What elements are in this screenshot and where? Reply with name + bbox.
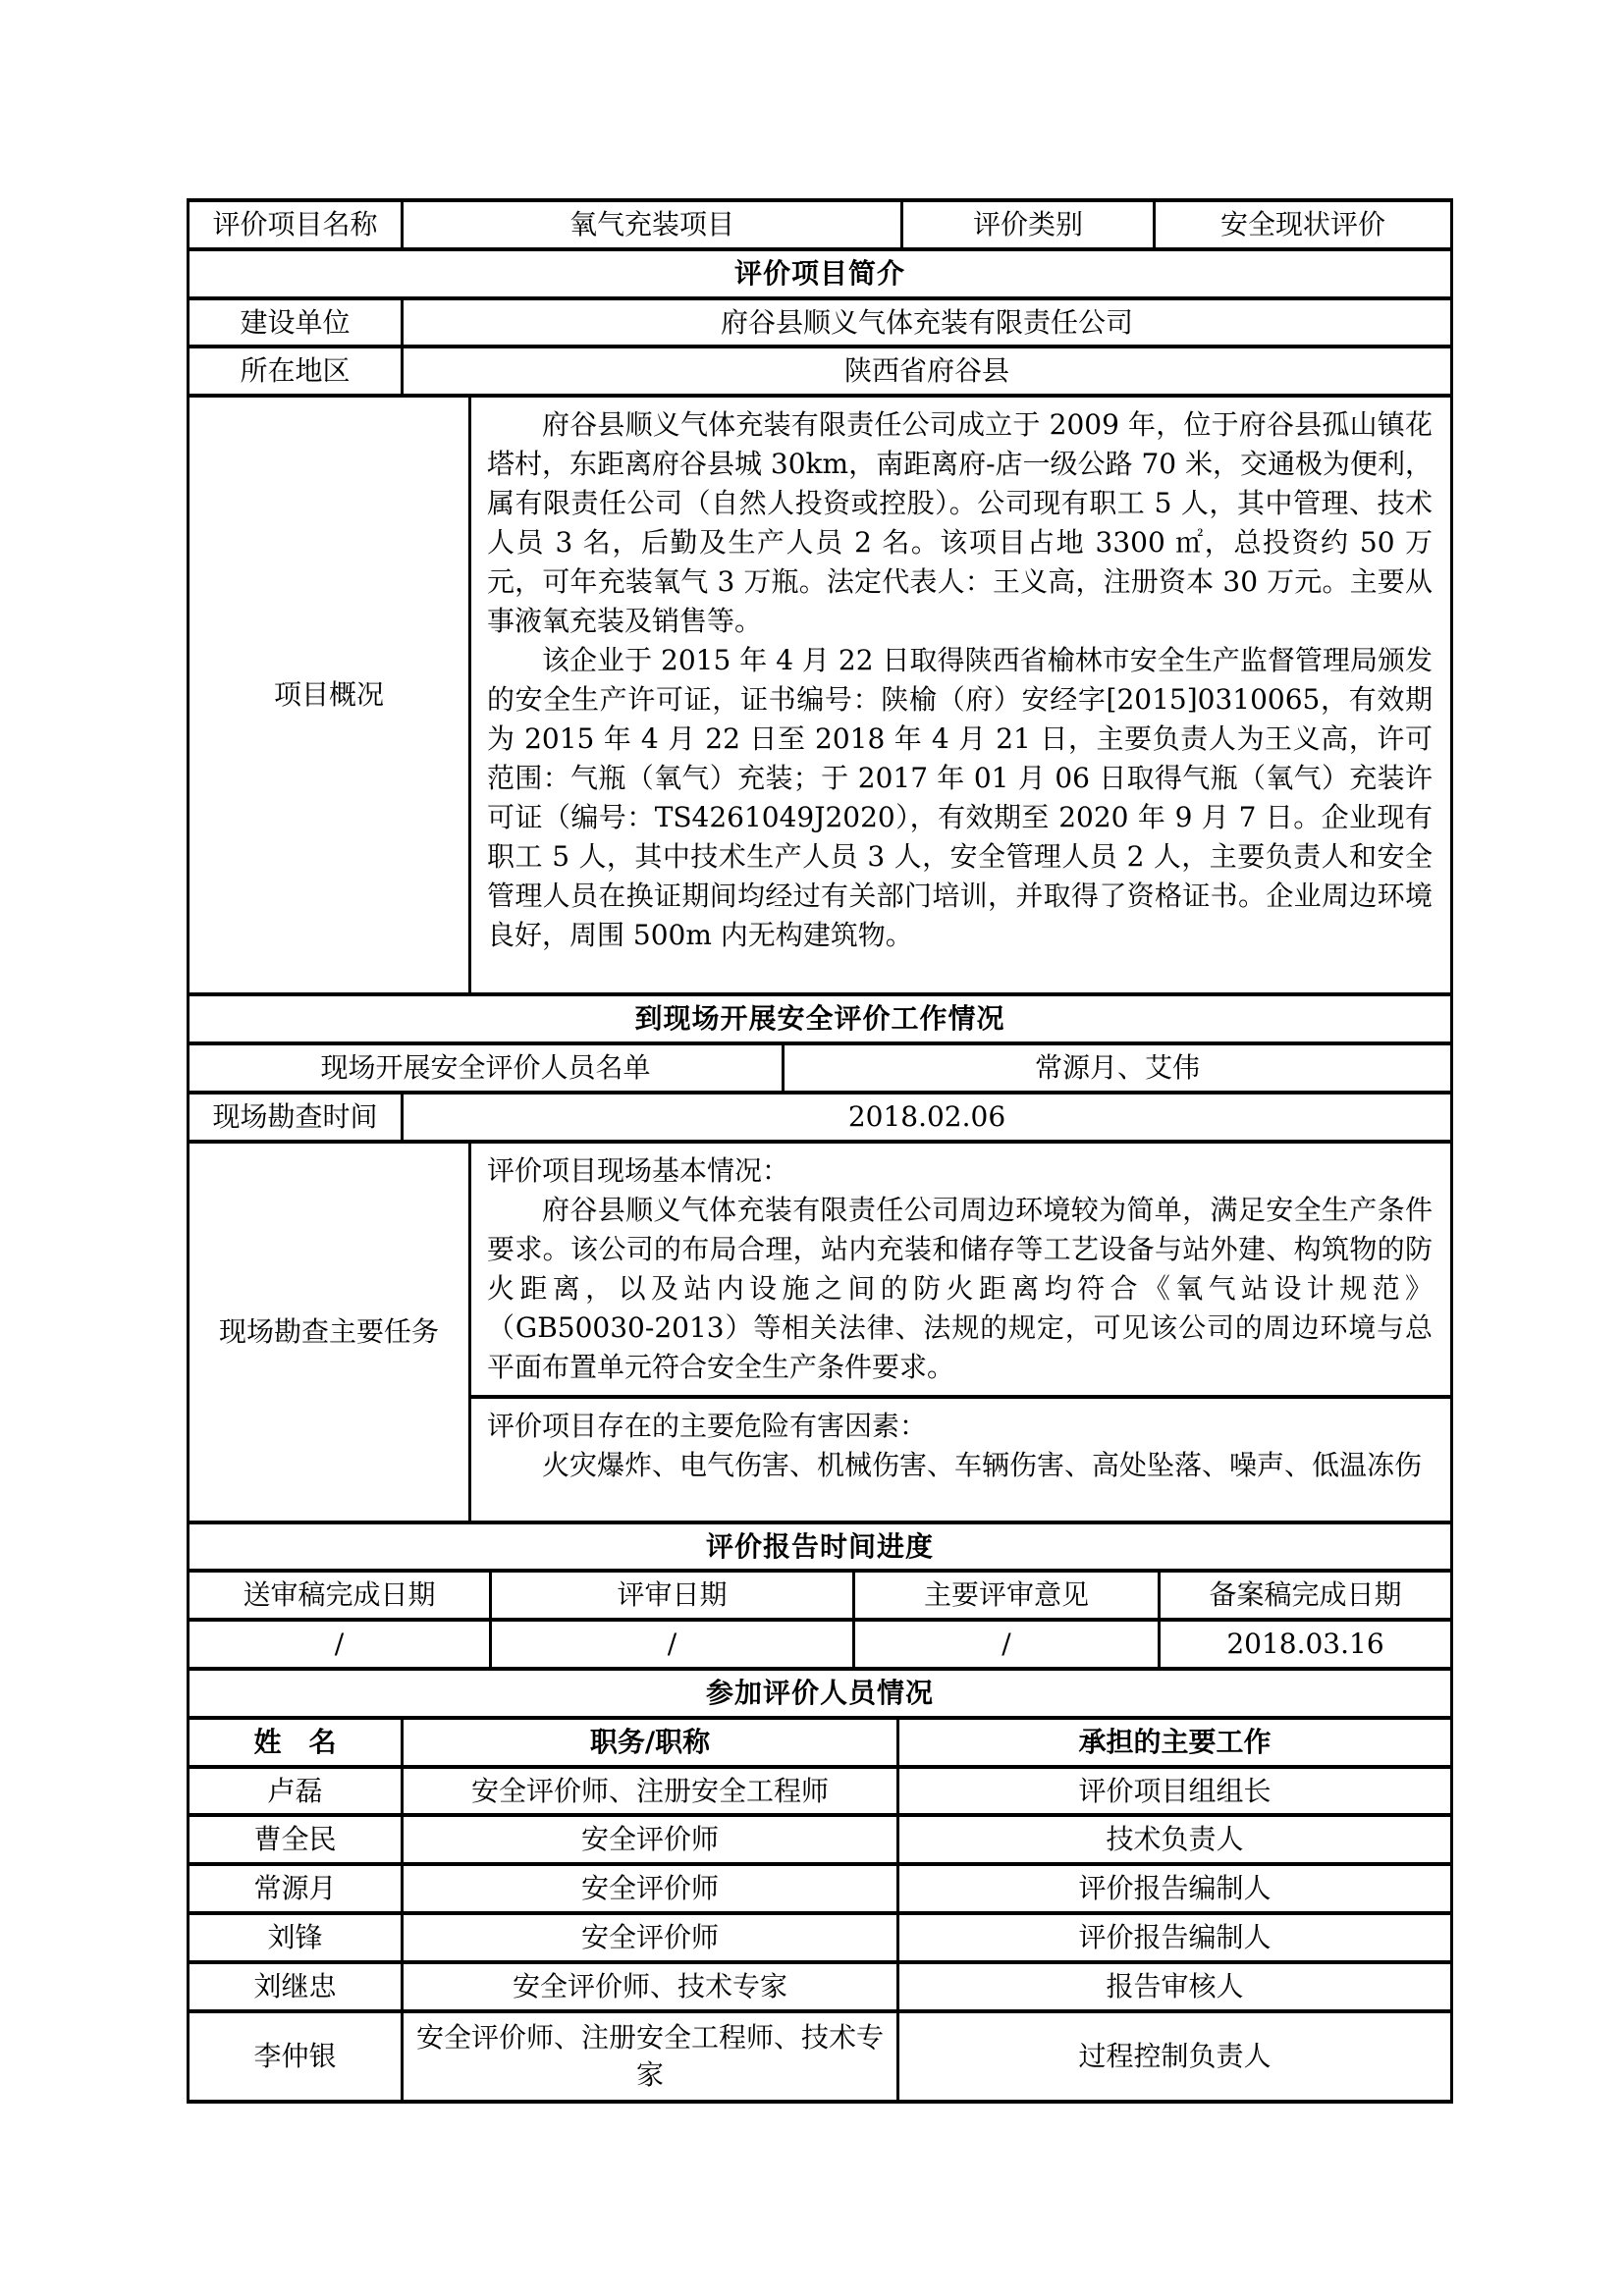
schedule-header-review-date: 评审日期: [492, 1573, 855, 1618]
schedule-header-record-date: 备案稿完成日期: [1209, 1578, 1402, 1612]
personnel-title: 安全评价师、注册安全工程师: [404, 1769, 899, 1814]
personnel-header-role: 承担的主要工作: [1078, 1725, 1272, 1758]
personnel-title: 安全评价师、注册安全工程师、技术专家: [404, 2013, 899, 2100]
personnel-table-header-row: [189, 1720, 1450, 1769]
staff-list-row: [189, 1045, 1450, 1095]
personnel-name: 刘锋: [189, 1915, 404, 1960]
schedule-values-row: [189, 1622, 1450, 1671]
survey-time-label: 现场勘查时间: [189, 1095, 404, 1140]
personnel-row: [189, 1915, 1450, 1964]
personnel-row: [189, 2013, 1450, 2100]
project-name-value: 氧气充装项目: [404, 202, 903, 247]
personnel-name: 卢磊: [189, 1769, 404, 1814]
overview-paragraph-1: 府谷县顺义气体充装有限责任公司成立于 2009 年，位于府谷县孤山镇花塔村，东距离府谷县城 30km，南距离府-店一级公路 70 米，交通极为便利，属有限责任公司（自然人投资或控股）。公司现有职工 5 人，其中管理、技术人员 3 名，后勤及生产人员 2 名。该项目占地 3300 ㎡，总投资约 50 万元，可年充装氧气 3 万瓶。法定代表人：王义高，注册资本 30 万元。主要从事液氧充装及销售等。: [487, 408, 1433, 638]
personnel-role: 评价报告编制人: [1078, 1872, 1272, 1905]
staff-list-value: 常源月、艾伟: [1034, 1050, 1200, 1084]
project-overview-row: [189, 398, 1450, 996]
hazards-paragraph: 火灾爆炸、电气伤害、机械伤害、车辆伤害、高处坠落、噪声、低温冻伤: [542, 1448, 1423, 1481]
personnel-title: 安全评价师: [404, 1866, 899, 1911]
hazards-heading: 评价项目存在的主要危险有害因素：: [487, 1409, 928, 1442]
personnel-role: 报告审核人: [1106, 1969, 1244, 2002]
personnel-name: 曹全民: [189, 1817, 404, 1862]
project-header-row: [189, 202, 1450, 251]
intro-section-header-row: [189, 251, 1450, 300]
schedule-value-review-date: /: [492, 1622, 855, 1667]
survey-tasks-row: [189, 1144, 1450, 1524]
project-overview-text: [471, 398, 1450, 992]
personnel-role: 评价报告编制人: [1078, 1920, 1272, 1953]
intro-section-title: 评价项目简介: [733, 256, 905, 290]
site-basic-block: [471, 1144, 1450, 1399]
hazards-block: [471, 1399, 1450, 1521]
category-label: 评价类别: [903, 202, 1156, 247]
survey-time-row: [189, 1095, 1450, 1144]
schedule-header-review-opinion: 主要评审意见: [855, 1573, 1161, 1618]
site-basic-heading: 评价项目现场基本情况：: [487, 1153, 790, 1187]
schedule-section-title: 评价报告时间进度: [705, 1529, 934, 1563]
site-section-header-row: [189, 996, 1450, 1045]
personnel-name: 刘继忠: [189, 1964, 404, 2009]
construction-unit-label: 建设单位: [189, 300, 404, 346]
personnel-section-header-row: [189, 1671, 1450, 1720]
schedule-value-review-opinion: /: [855, 1622, 1161, 1667]
personnel-row: [189, 1769, 1450, 1818]
location-value: 陕西省府谷县: [843, 354, 1009, 388]
personnel-role: 评价项目组组长: [1078, 1774, 1272, 1807]
personnel-name: 常源月: [189, 1866, 404, 1911]
survey-tasks-content: [471, 1144, 1450, 1521]
staff-list-label: 现场开展安全评价人员名单: [189, 1045, 785, 1091]
overview-paragraph-2: 该企业于 2015 年 4 月 22 日取得陕西省榆林市安全生产监督管理局颁发的安全生产许可证，证书编号：陕榆（府）安经字[2015]0310065，有效期为 2015 年 4 月 22 日至 2018 年 4 月 21 日，主要负责人为王义高，许可范围：气瓶（氧气）充装；于 2017 年 01 月 06 日取得气瓶（氧气）充装许可证（编号：TS4261049J2020），有效期至 2020 年 9 月 7 日。企业现有职工 5 人，其中技术生产人员 3 人，安全管理人员 2 人，主要负责人和安全管理人员在换证期间均经过有关部门培训，并取得了资格证书。企业周边环境良好，周围 500m 内无构建筑物。: [487, 644, 1433, 952]
site-basic-paragraph: 府谷县顺义气体充装有限责任公司周边环境较为简单，满足安全生产条件要求。该公司的布局合理，站内充装和储存等工艺设备与站外建、构筑物的防火距离，以及站内设施之间的防火距离均符合《氧气站设计规范》（GB50030-2013）等相关法律、法规的规定，可见该公司的周边环境与总平面布置单元符合安全生产条件要求。: [487, 1193, 1433, 1383]
survey-tasks-label: 现场勘查主要任务: [189, 1144, 471, 1521]
personnel-row: [189, 1817, 1450, 1866]
evaluation-report-table: [187, 198, 1453, 2104]
personnel-title: 安全评价师、技术专家: [404, 1964, 899, 2009]
project-name-label: 评价项目名称: [189, 202, 404, 247]
site-section-title: 到现场开展安全评价工作情况: [634, 1002, 1005, 1036]
construction-unit-value: 府谷县顺义气体充装有限责任公司: [720, 305, 1133, 339]
personnel-name: 李仲银: [189, 2013, 404, 2100]
schedule-headers-row: [189, 1573, 1450, 1622]
personnel-row: [189, 1866, 1450, 1915]
personnel-title: 安全评价师: [404, 1915, 899, 1960]
construction-unit-row: [189, 300, 1450, 349]
survey-time-value: 2018.02.06: [847, 1099, 1006, 1133]
project-overview-label: 项目概况: [189, 398, 471, 992]
schedule-header-draft-date: 送审稿完成日期: [189, 1573, 492, 1618]
personnel-title: 安全评价师: [404, 1817, 899, 1862]
location-label: 所在地区: [189, 348, 404, 394]
category-value: 安全现状评价: [1219, 208, 1385, 240]
personnel-row: [189, 1964, 1450, 2013]
location-row: [189, 348, 1450, 398]
personnel-role: 过程控制负责人: [1078, 2039, 1272, 2072]
schedule-section-header-row: [189, 1524, 1450, 1574]
schedule-value-record-date: 2018.03.16: [1226, 1628, 1384, 1661]
personnel-header-name: 姓 名: [189, 1720, 404, 1765]
personnel-header-title: 职务/职称: [404, 1720, 899, 1765]
personnel-section-title: 参加评价人员情况: [705, 1676, 934, 1709]
schedule-value-draft-date: /: [189, 1622, 492, 1667]
personnel-role: 技术负责人: [1106, 1823, 1244, 1856]
